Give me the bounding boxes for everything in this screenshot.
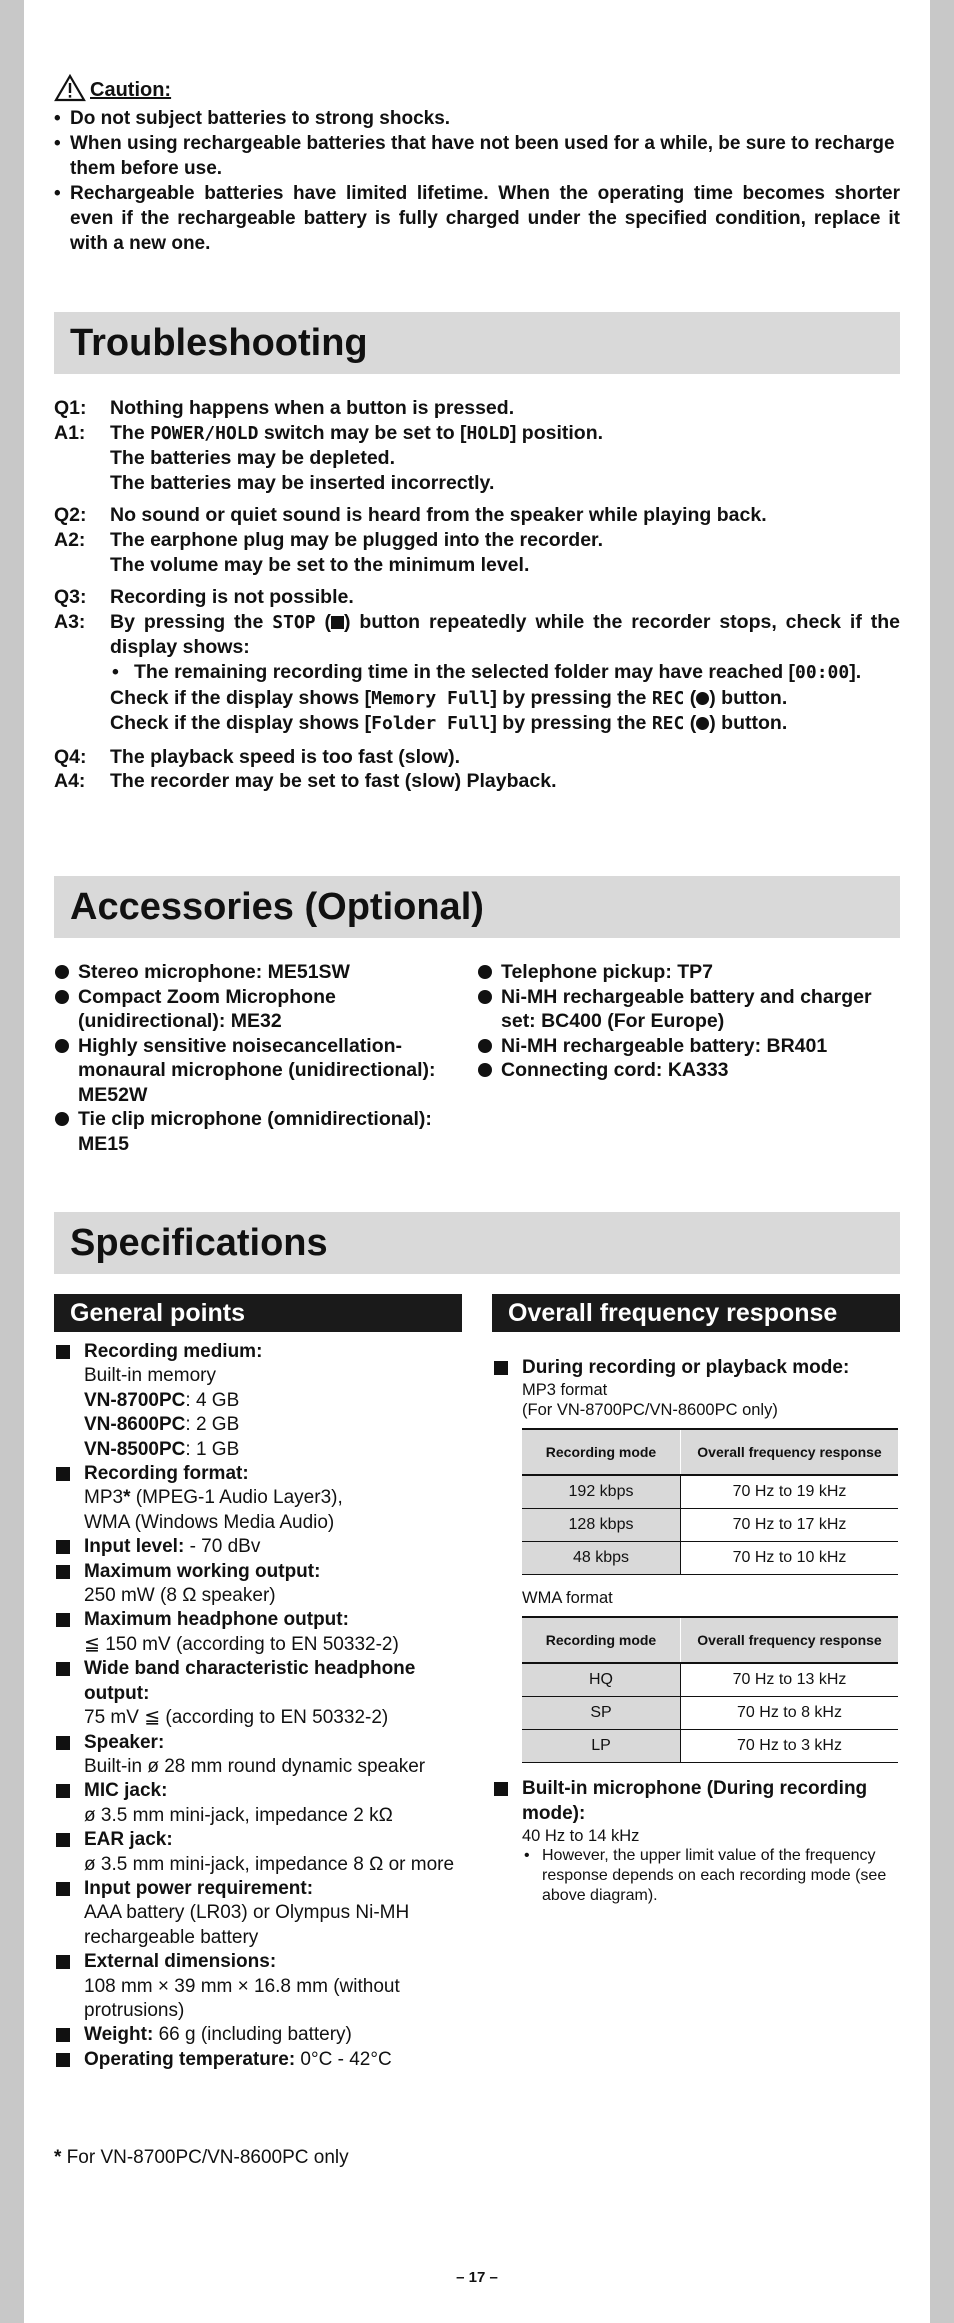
accessory-item: Tie clip microphone (omnidirectional): ME15 [54,1107,477,1156]
mp3-frequency-table [522,1428,898,1575]
answer-text: The POWER/HOLD switch may be set to [HOLD] position. The batteries may be depleted. The batteries may be inserted incorrectly. [110,421,604,494]
frequency-response-list [492,1356,900,1420]
spec-item: Speaker: Built-in ø 28 mm round dynamic speaker [54,1731,462,1780]
answer-bullet: • The remaining recording time in the selected folder may have reached [00:00]. [110,660,900,686]
question-text: Recording is not possible. [110,586,354,609]
spec-item: Built-in microphone (During recording mode): 40 Hz to 14 kHz • However, the upper limit value of the frequency response depends on each recording mode (see above diagram). [492,1777,900,1906]
accessory-item: Ni-MH rechargeable battery: BR401 [477,1034,900,1059]
footnote: * For VN-8700PC/VN-8600PC only [54,2147,349,2168]
spec-item: MIC jack: ø 3.5 mm mini-jack, impedance 2 kΩ [54,1779,462,1828]
question-key: Q4: [54,745,87,768]
spec-item: Maximum working output: 250 mW (8 Ω speaker) [54,1560,462,1609]
question-row [54,745,900,770]
spec-item: Weight: 66 g (including battery) [54,2023,462,2047]
answer-key: A3: [54,610,86,633]
record-dot-icon [696,692,709,705]
troubleshooting-heading: Troubleshooting [54,312,900,374]
troubleshooting-qa [54,396,900,794]
accessories-list [54,960,900,1156]
stop-square-icon [331,616,344,629]
record-dot-icon [696,717,709,730]
spec-item: EAR jack: ø 3.5 mm mini-jack, impedance 8 Ω or more [54,1828,462,1877]
question-key: Q3: [54,586,87,609]
table-row: 128 kbps 70 Hz to 17 kHz [522,1509,898,1542]
answer-text: By pressing the STOP ( ) button repeatedly while the recorder stops, check if the display shows: • The remaining recording time in the selected folder may have reached [00:00]. Check if the display shows [Memory Full] by pressing the REC ( ) button. Check if the display shows [Folder Full] by pressing the REC ( ) button. [110,610,900,737]
spec-item: Recording format: MP3* (MPEG-1 Audio Layer3), WMA (Windows Media Audio) [54,1462,462,1535]
answer-row [54,610,900,737]
spec-item: Input power requirement: AAA battery (LR03) or Olympus Ni-MH rechargeable battery [54,1877,462,1950]
caution-title [54,72,900,102]
answer-row [54,528,900,577]
question-row [54,396,900,421]
question-key: Q1: [54,397,87,419]
answer-text: The recorder may be set to fast (slow) Playback. [110,770,557,793]
accessories-left-column [54,960,477,1156]
table-row: 48 kbps 70 Hz to 10 kHz [522,1542,898,1575]
caution-block [54,72,900,256]
accessories-right-column [477,960,900,1156]
caution-label: Caution: [90,79,172,101]
table-header: Overall frequency response [681,1617,899,1663]
spec-item: Maximum headphone output: ≦ 150 mV (according to EN 50332-2) [54,1608,462,1657]
accessory-item: Telephone pickup: TP7 [477,960,900,985]
accessory-item: Highly sensitive noisecancellation-monaural microphone (unidirectional): ME52W [54,1034,477,1108]
table-row: HQ 70 Hz to 13 kHz [522,1663,898,1697]
caution-list [54,106,900,256]
spec-item: Input level: - 70 dBv [54,1535,462,1559]
answer-text: The earphone plug may be plugged into the recorder. The volume may be set to the minimum level. [110,528,603,576]
question-key: Q2: [54,504,87,527]
spec-item: Operating temperature: 0°C - 42°C [54,2048,462,2072]
wma-frequency-table [522,1616,898,1763]
spec-item: During recording or playback mode: MP3 format (For VN-8700PC/VN-8600PC only) [492,1356,900,1420]
wma-format-label: WMA format [522,1589,613,1608]
spec-item: Wide band characteristic headphone output: 75 mV ≦ (according to EN 50332-2) [54,1657,462,1730]
general-points-column [54,1294,462,2072]
question-text: Nothing happens when a button is pressed. [110,397,515,419]
spec-item: Recording medium: Built-in memory VN-8700PC: 4 GB VN-8600PC: 2 GB VN-8500PC: 1 GB [54,1340,462,1462]
answer-row [54,421,900,496]
caution-item: • Rechargeable batteries have limited lifetime. When the operating time becomes shorter even if the rechargeable battery is fully charged under the specified condition, replace it with a new one. [54,181,900,256]
frequency-response-heading: Overall frequency response [492,1294,900,1332]
manual-page [24,0,930,2323]
warning-icon [54,74,86,102]
table-header: Recording mode [522,1617,681,1663]
general-points-list [54,1340,462,2072]
table-row: SP 70 Hz to 8 kHz [522,1697,898,1730]
table-row: 192 kbps 70 Hz to 19 kHz [522,1475,898,1509]
caution-item: • When using rechargeable batteries that have not been used for a while, be sure to recharge them before use. [54,131,900,181]
spec-item: External dimensions: 108 mm × 39 mm × 16.8 mm (without protrusions) [54,1950,462,2023]
caution-item: • Do not subject batteries to strong shocks. [54,106,900,131]
answer-key: A4: [54,770,86,793]
table-header: Recording mode [522,1429,681,1475]
table-row: LP 70 Hz to 3 kHz [522,1730,898,1763]
frequency-response-column [492,1294,900,1906]
table-header: Overall frequency response [681,1429,899,1475]
page-number: – 17 – [456,2269,498,2286]
accessory-item: Connecting cord: KA333 [477,1058,900,1083]
builtin-mic-list [492,1777,900,1906]
question-row [54,503,900,528]
general-points-heading: General points [54,1294,462,1332]
accessory-item: Compact Zoom Microphone (unidirectional): ME32 [54,985,477,1034]
answer-key: A2: [54,528,86,551]
answer-row [54,769,900,794]
answer-key: A1: [54,421,86,444]
accessories-heading: Accessories (Optional) [54,876,900,938]
accessory-item: Stereo microphone: ME51SW [54,960,477,985]
question-text: The playback speed is too fast (slow). [110,745,461,768]
question-text: No sound or quiet sound is heard from the speaker while playing back. [110,504,767,527]
specifications-heading: Specifications [54,1212,900,1274]
accessory-item: Ni-MH rechargeable battery and charger set: BC400 (For Europe) [477,985,900,1034]
question-row [54,585,900,610]
